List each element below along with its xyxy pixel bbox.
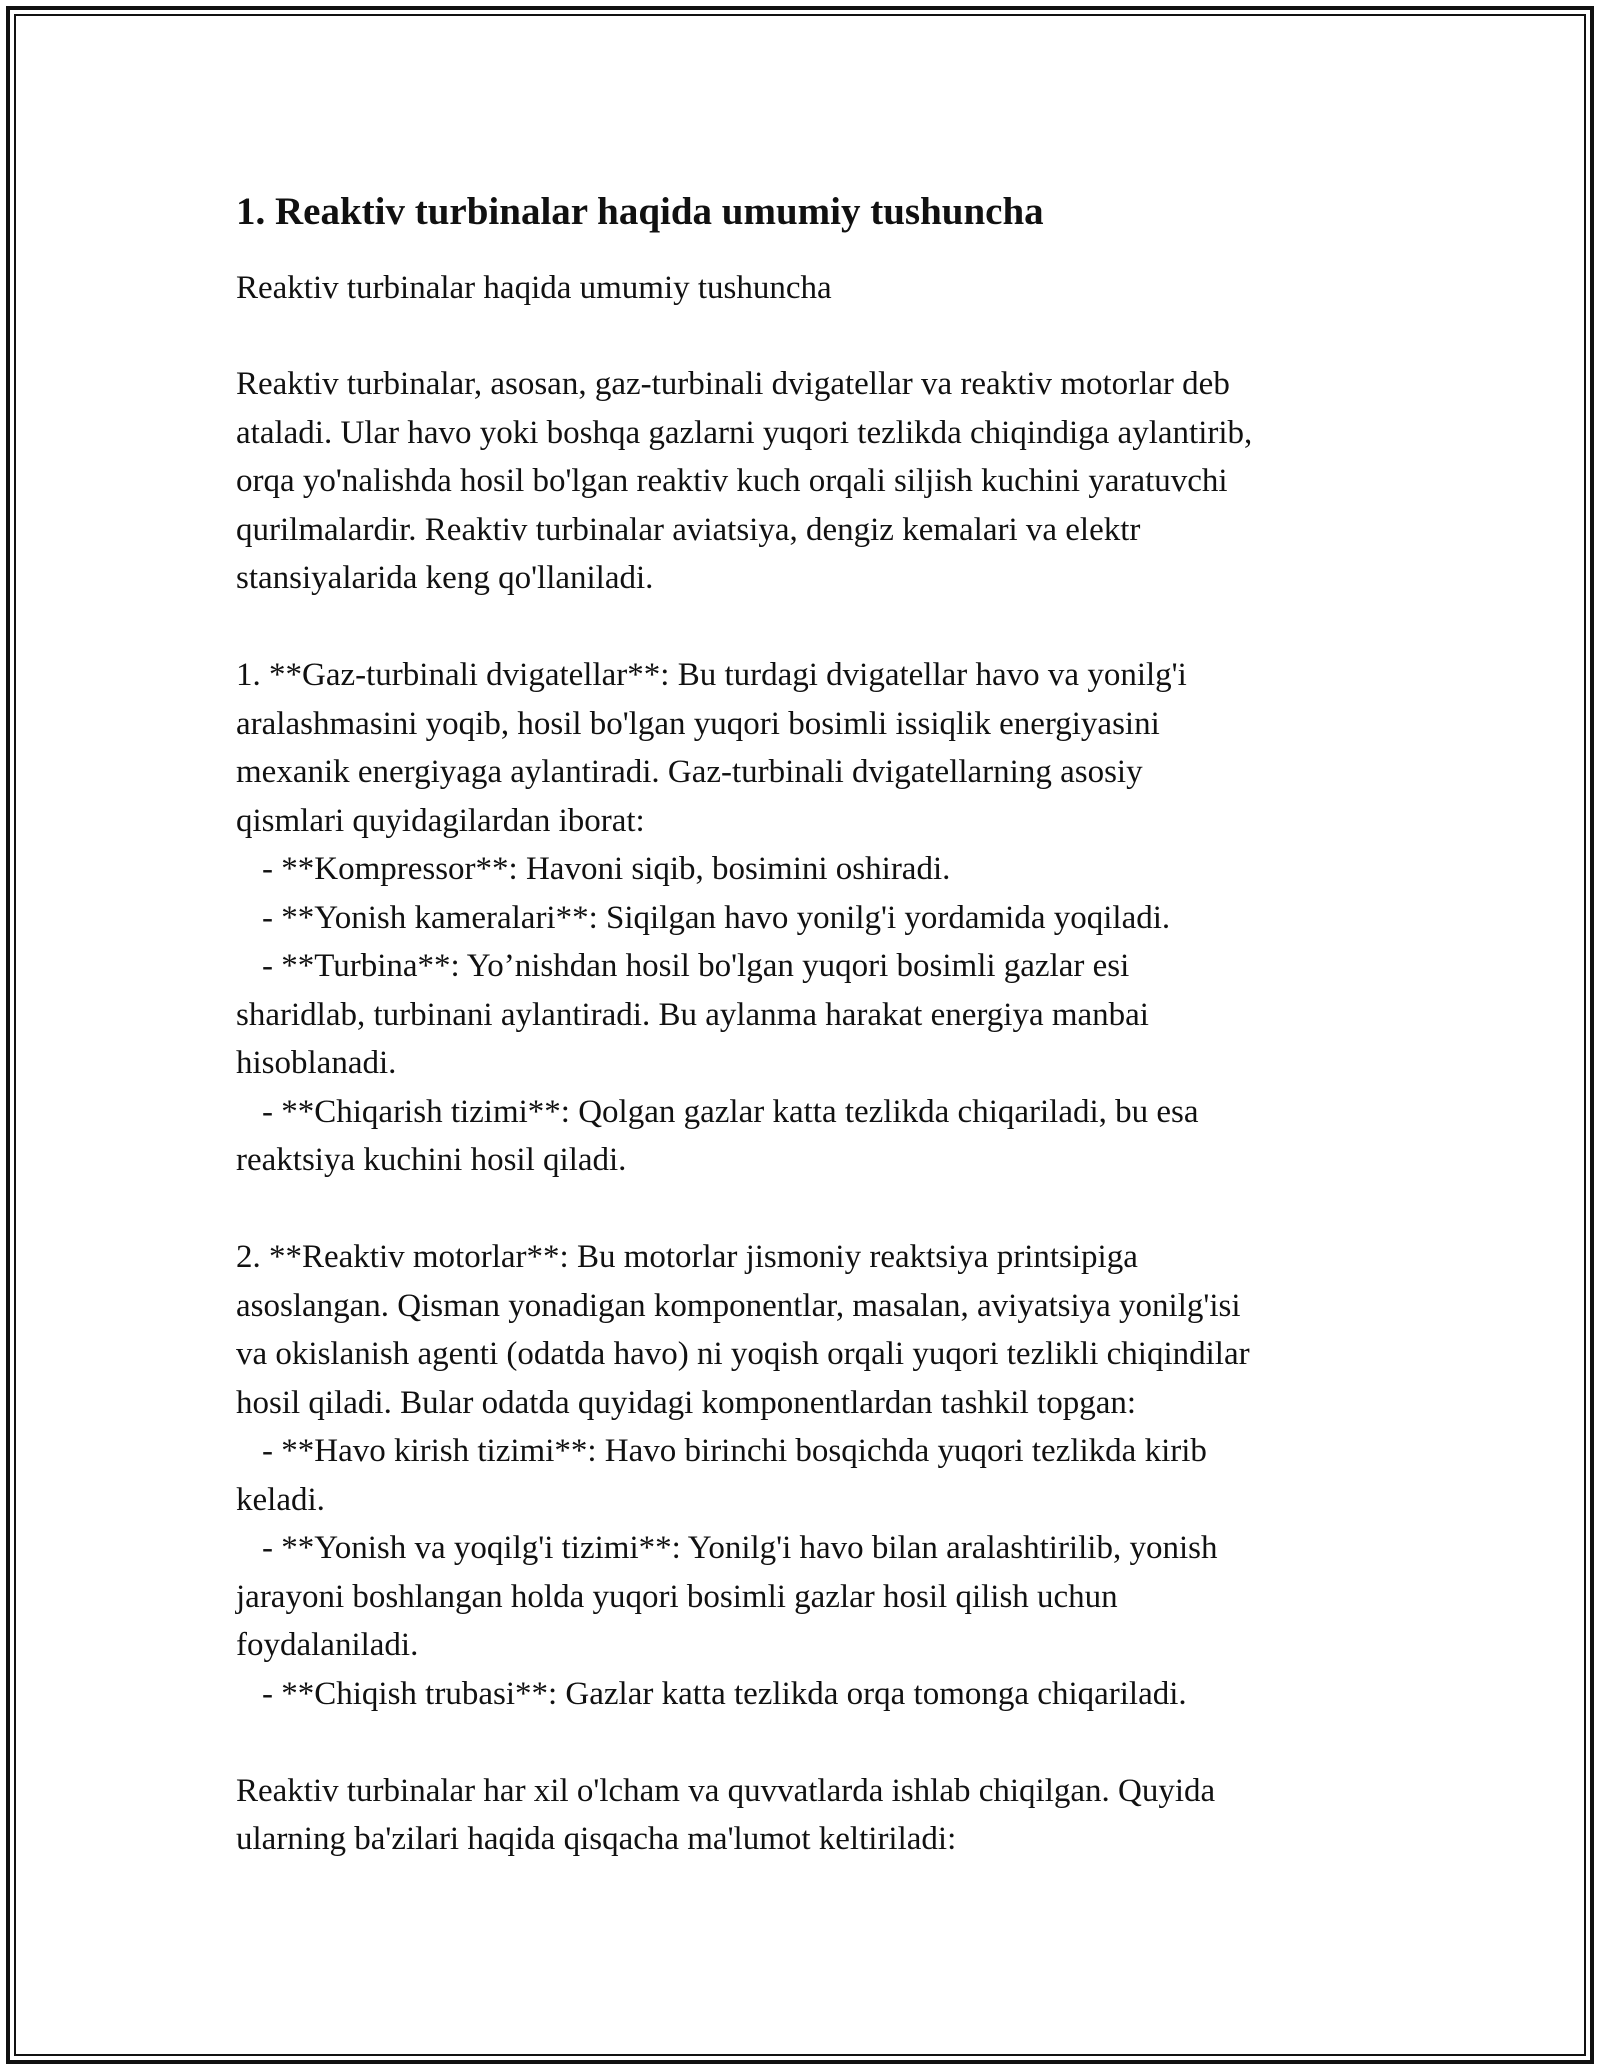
text-line: orqa yo'nalishda hosil bo'lgan reaktiv kuch orqali siljish kuchini yaratuvchi: [236, 463, 1228, 499]
jet-engine-section: [236, 1233, 1376, 1718]
document-body: [236, 186, 1376, 1864]
list-item-fuel-system: - **Yonish va yoqilg'i tizimi**: Yonilg'i havo bilan aralashtirilib, yonish: [262, 1530, 1218, 1566]
text-line: ataladi. Ular havo yoki boshqa gazlarni yuqori tezlikda chiqindiga aylantirib,: [236, 414, 1253, 451]
text-line: jarayoni boshlangan holda yuqori bosimli gazlar hosil qilish uchun: [236, 1578, 1118, 1615]
text-line: Reaktiv turbinalar har xil o'lcham va quvvatlarda ishlab chiqilgan. Quyida: [236, 1772, 1216, 1809]
text-line: sharidlab, turbinani aylantiradi. Bu aylanma harakat energiya manbai: [236, 996, 1149, 1033]
text-line: mexanik energiyaga aylantiradi. Gaz-turbinali dvigatellarning asosiy: [236, 754, 1143, 790]
text-line: aralashmasini yoqib, hosil bo'lgan yuqori bosimli issiqlik energiyasini: [236, 705, 1160, 742]
section-heading: 1. Reaktiv turbinalar haqida umumiy tushuncha: [236, 190, 1044, 233]
paragraph-gap: [236, 1718, 1376, 1767]
text-line: hisoblanadi.: [236, 1045, 397, 1081]
text-line: stansiyalarida keng qo'llaniladi.: [236, 560, 654, 596]
text-line: ularning ba'zilari haqida qisqacha ma'lumot keltiriladi:: [236, 1821, 957, 1857]
text-line: keladi.: [236, 1481, 325, 1518]
text-line: hosil qiladi. Bular odatda quyidagi komponentlardan tashkil topgan:: [236, 1384, 1137, 1421]
text-line: qismlari quyidagilardan iborat:: [236, 802, 645, 839]
text-line: Reaktiv turbinalar, asosan, gaz-turbinali dvigatellar va reaktiv motorlar deb: [236, 366, 1230, 402]
text-line: reaktsiya kuchini hosil qiladi.: [236, 1142, 627, 1178]
text-line: asoslangan. Qisman yonadigan komponentlar, masalan, aviyatsiya yonilg'isi: [236, 1287, 1241, 1324]
text-line: foydalaniladi.: [236, 1627, 419, 1663]
intro-paragraph: [236, 360, 1376, 603]
text-line: 2. **Reaktiv motorlar**: Bu motorlar jismoniy reaktsiya printsipiga: [236, 1239, 1138, 1275]
text-line: qurilmalardir. Reaktiv turbinalar aviatsiya, dengiz kemalari va elektr: [236, 511, 1141, 548]
closing-paragraph: [236, 1767, 1376, 1864]
paragraph-gap: [236, 603, 1376, 652]
list-item-air-intake: - **Havo kirish tizimi**: Havo birinchi bosqichda yuqori tezlikda kirib: [262, 1433, 1207, 1469]
gas-turbine-section: [236, 651, 1376, 1185]
section-subheading: Reaktiv turbinalar haqida umumiy tushuncha: [236, 270, 832, 306]
text-line: va okislanish agenti (odatda havo) ni yoqish orqali yuqori tezlikli chiqindilar: [236, 1336, 1250, 1372]
text-line: 1. **Gaz-turbinali dvigatellar**: Bu turdagi dvigatellar havo va yonilg'i: [236, 657, 1187, 693]
list-item-exhaust-nozzle: - **Chiqish trubasi**: Gazlar katta tezlikda orqa tomonga chiqariladi.: [262, 1675, 1187, 1712]
list-item-compressor: - **Kompressor**: Havoni siqib, bosimini oshiradi.: [262, 851, 951, 887]
paragraph-gap: [236, 1185, 1376, 1234]
list-item-exhaust-system: - **Chiqarish tizimi**: Qolgan gazlar katta tezlikda chiqariladi, bu esa: [262, 1093, 1199, 1130]
list-item-combustion-chambers: - **Yonish kameralari**: Siqilgan havo yonilg'i yordamida yoqiladi.: [262, 899, 1171, 936]
list-item-turbine: - **Turbina**: Yo’nishdan hosil bo'lgan yuqori bosimli gazlar esi: [262, 948, 1130, 984]
